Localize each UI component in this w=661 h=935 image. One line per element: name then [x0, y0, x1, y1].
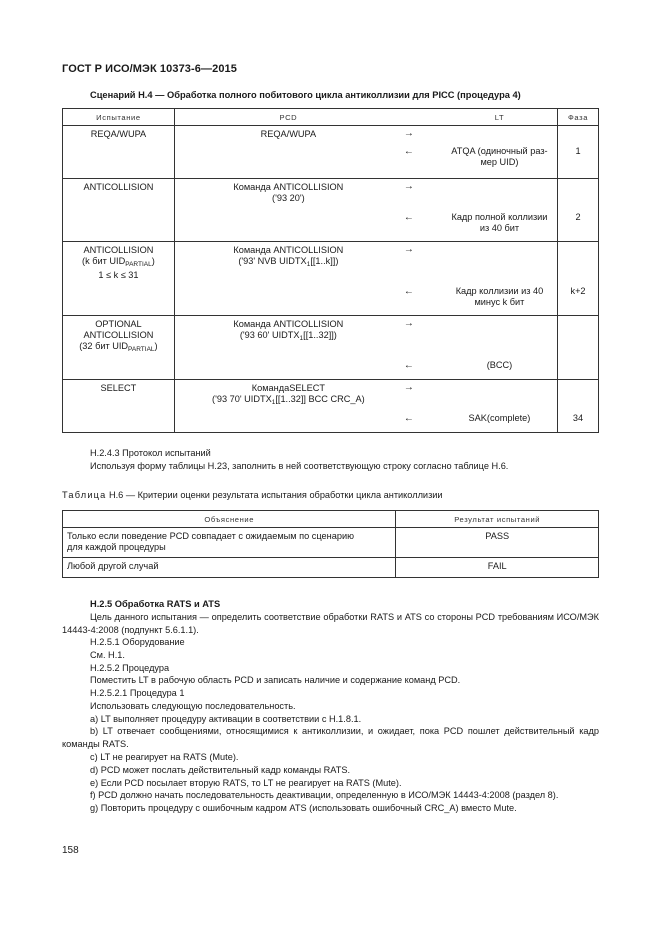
lt-response: ATQA (одиночный раз- мер UID) [451, 146, 548, 167]
table-row [63, 558, 599, 578]
phase-cell: 2 [558, 179, 599, 242]
col-header-pcd: PCD [174, 109, 402, 126]
arrow-right-icon: → [403, 181, 414, 192]
test-cell: OPTIONAL ANTICOLLISION (32 бит $UID_{PARTIAL}$) [63, 316, 175, 380]
section-purpose: Цель данного испытания — определить соответствие обработки RATS и ATS со стороны PCD требованиям ИСО/МЭК 14443-4:2008 (подпункт 5.6.1.1). [62, 612, 599, 635]
table-row [63, 380, 599, 433]
lt-cell [402, 316, 558, 380]
table-row [63, 316, 599, 380]
lt-response: (BCC) [486, 360, 513, 370]
criteria-table [62, 510, 599, 578]
section-title: Н.2.5 Обработка RATS и ATS [90, 599, 221, 609]
test-cell [63, 380, 175, 433]
test-name: SELECT [100, 383, 137, 393]
lt-response: Кадр полной коллизии из 40 бит [451, 212, 548, 233]
test-cell [63, 179, 175, 242]
scenario-title: Сценарий Н.4 — Обработка полного побитового цикла антиколлизии для PICC (процедура 4) [90, 90, 521, 100]
table-row [63, 242, 599, 316]
phase-cell: 1 [558, 126, 599, 179]
lt-cell [402, 179, 558, 242]
pcd-cell: Команда ANTICOLLISION ('93 60' $UIDTX_1[[1..32]]$) [174, 316, 402, 380]
scenario-header-row [63, 109, 599, 126]
phase-cell: 34 [558, 380, 599, 433]
col-header-result: Результат испытаний [396, 511, 599, 528]
pcd-cell: Команда ANTICOLLISION ('93 20') [174, 179, 402, 242]
pcd-cell [174, 126, 402, 179]
scenario-table [62, 108, 599, 433]
lt-response: Кадр коллизии из 40 минус k бит [455, 286, 544, 307]
lt-cell [402, 380, 558, 433]
explanation-cell: Любой другой случай [63, 558, 396, 578]
test-cell [63, 126, 175, 179]
phase-cell: k+2 [558, 242, 599, 316]
arrow-right-icon: → [403, 128, 414, 139]
arrow-left-icon: ← [403, 286, 414, 297]
protocol-heading: Н.2.4.3 Протокол испытаний [90, 448, 211, 458]
section-items: c) LT не реагирует на RATS (Mute). d) PCD может послать действительный кадр команды RATS. e) Если PCD посылает вторую RATS, то LT не реагирует на RATS (Mute). f) PCD должно начать последовательность деактивации, определенную в ИСО/МЭК 14443-4:2008 (раздел 8). g) Повторить процедуру с ошибочным кадром ATS (использовать ошибочный CRC_A) вместо Mute. [90, 752, 559, 814]
item-b: b) LT отвечает сообщениями, относящимися к антиколлизии, и ожидает, пока PCD пошлет действительный кадр команды RATS. [62, 726, 599, 749]
page-number: 158 [62, 845, 79, 856]
arrow-left-icon: ← [403, 360, 414, 371]
protocol-text: Используя форму таблицы Н.23, заполнить в ней соответствующую строку согласно таблице Н.6. [90, 461, 509, 471]
table-row [63, 528, 599, 558]
pcd-cell: Команда ANTICOLLISION ('93' NVB $UIDTX_1[[1..k]]$) [174, 242, 402, 316]
pcd-cell: КомандаSELECT ('93 70' $UIDTX_1[[1..32]]$ BCC CRC_A) [174, 380, 402, 433]
result-cell: FAIL [396, 558, 599, 578]
test-name: ANTICOLLISION [83, 182, 154, 192]
lt-response: SAK(complete) [468, 413, 531, 423]
col-header-lt: LT [402, 109, 558, 126]
explanation-cell: Только если поведение PCD совпадает с ожидаемым по сценарию для каждой процедуры [63, 528, 396, 558]
pcd-command: REQA/WUPA [260, 129, 317, 139]
arrow-right-icon: → [403, 382, 414, 393]
table-row [63, 126, 599, 179]
arrow-left-icon: ← [403, 413, 414, 424]
result-cell: PASS [396, 528, 599, 558]
test-name: REQA/WUPA [90, 129, 147, 139]
section-lines: Н.2.5.1 Оборудование См. Н.1. Н.2.5.2 Процедура Поместить LT в рабочую область PCD и записать наличие и содержание команд PCD. Н.2.5.2.1 Процедура 1 Использовать следующую последовательность. a) LT выполняет процедуру активации в соответствии с Н.1.8.1. [90, 637, 461, 724]
test-cell: ANTICOLLISION (k бит $UID_{PARTIAL}$) 1 ≤ k ≤ 31 [63, 242, 175, 316]
arrow-left-icon: ← [403, 146, 414, 157]
criteria-header-row [63, 511, 599, 528]
col-header-explanation: Объяснение [63, 511, 396, 528]
col-header-test: Испытание [63, 109, 175, 126]
arrow-right-icon: → [403, 318, 414, 329]
phase-cell [558, 316, 599, 380]
arrow-right-icon: → [403, 244, 414, 255]
table-row [63, 179, 599, 242]
lt-cell [402, 242, 558, 316]
table6-caption: Таблица Н.6 — Критерии оценки результата испытания обработки цикла антиколлизии [62, 490, 443, 500]
lt-cell [402, 126, 558, 179]
arrow-left-icon: ← [403, 212, 414, 223]
document-code: ГОСТ Р ИСО/МЭК 10373-6—2015 [62, 63, 237, 75]
col-header-phase: Фаза [558, 109, 599, 126]
